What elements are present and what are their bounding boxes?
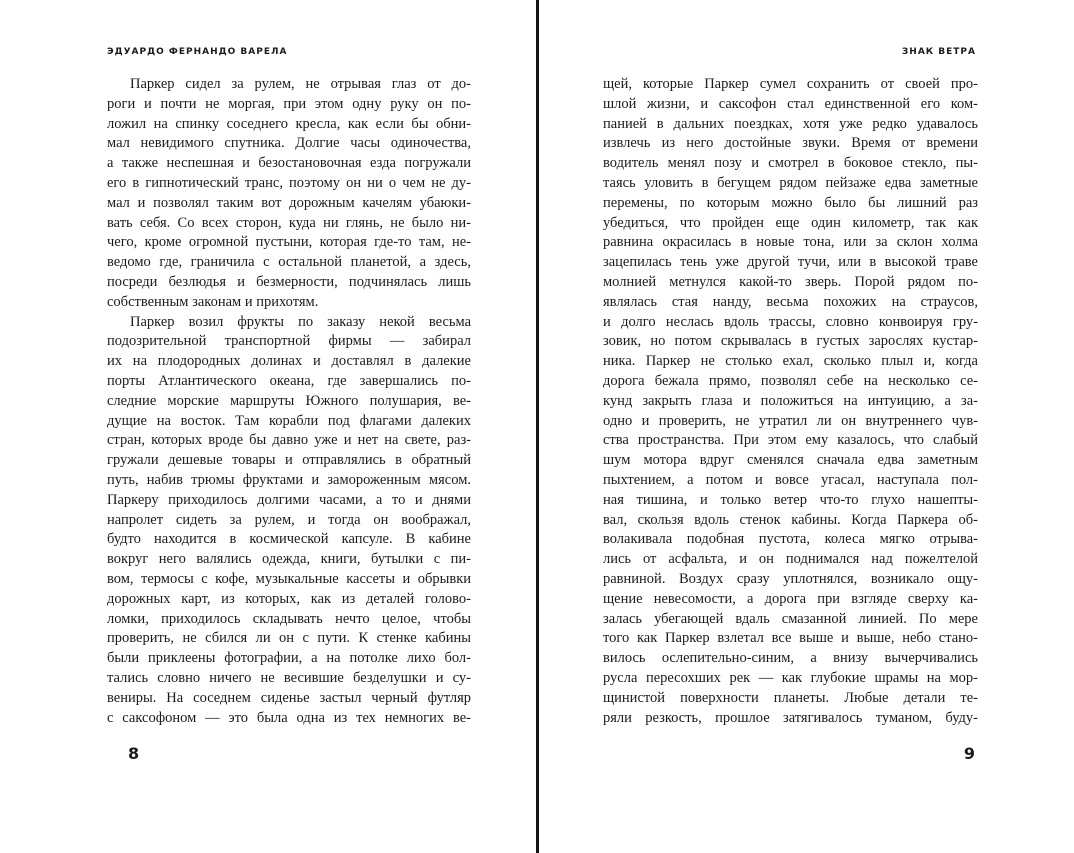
text-line: напролет сидеть за рулем, и тогда он воображал,	[107, 511, 471, 528]
text-line: убедиться, что пройден еще один километр, так как	[603, 214, 978, 231]
text-line: Паркеру приходилось долгими часами, а то и днями	[107, 491, 471, 508]
text-line: равниной. Воздух сразу уплотнялся, возникало ощу-	[603, 570, 978, 587]
text-line: являлась стая нанду, весьма похожих на страусов,	[603, 293, 978, 310]
text-line: порты Атлантического океана, где завершались по-	[107, 372, 471, 389]
text-line: проверить, не сбился ли он с пути. К стенке кабины	[107, 630, 471, 647]
running-head-title: ЗНАК ВЕТРА	[901, 47, 976, 57]
body-text	[603, 75, 978, 728]
right-page	[539, 0, 1074, 853]
text-line: волакивала подобная пустота, колеса мягко отрыва-	[603, 531, 978, 548]
text-line: равнина окрасилась в новые тона, или за склон холма	[603, 234, 978, 251]
text-line: роги и почти не моргая, при этом одну руку он по-	[107, 95, 471, 112]
text-line: щей, которые Паркер сумел сохранить от своей про-	[603, 76, 978, 92]
page-number: 8	[128, 744, 140, 763]
text-line: тались словно ничего не весившие безделушки и су-	[107, 669, 471, 686]
paragraph	[107, 75, 471, 313]
text-line: Паркер сидел за рулем, не отрывая глаз от до-	[130, 76, 471, 92]
text-line: таясь уловить в бегущем рядом пейзаже едва заметные	[603, 174, 978, 191]
text-line: шлой жизни, и саксофон стал единственной его ком-	[603, 95, 978, 112]
text-line: ложил на спинку соседнего кресла, как если бы обни-	[107, 115, 471, 132]
text-line: шум мотора вдруг сменялся сначала едва заметным	[603, 452, 978, 469]
text-line: вениры. На соседнем сиденье застыл черный футляр	[107, 689, 471, 706]
text-line: водитель менял позу и смотрел в боковое стекло, пы-	[603, 155, 978, 172]
text-line: пыхтением, а потом и вовсе угасал, наступала пол-	[603, 471, 978, 488]
text-line: ведомо где, граничила с остальной планетой, а здесь,	[107, 254, 471, 271]
text-line: следние морские маршруты Южного полушария, ве-	[107, 392, 471, 409]
text-line: зацепилась тень уже другой тучи, или в высокой траве	[603, 254, 978, 271]
text-line: посреди безлюдья и безмерности, подчинялась лишь	[107, 273, 471, 290]
text-line: дущие на восток. Там корабли под флагами далеких	[107, 412, 471, 429]
left-page	[0, 0, 536, 853]
text-line: вать себя. Со всех сторон, куда ни глянь, не было ни-	[107, 214, 471, 231]
text-line: кунд закрыть глаза и положиться на интуицию, а за-	[603, 392, 978, 409]
text-line: дорога бежала прямо, позволял себе на несколько се-	[603, 372, 978, 389]
text-line: ная тишина, и только ветер что-то глухо нашепты-	[603, 491, 978, 508]
text-line: а также неспешная и безостановочная езда погружали	[107, 155, 471, 172]
text-line: вом, термосы с кофе, музыкальные кассеты и обрывки	[107, 570, 471, 587]
text-line: с саксофоном — это была одна из тех немногих ве-	[107, 709, 471, 726]
text-line: собственным законам и прихотям.	[107, 293, 319, 310]
text-line: панией в дальних поездках, хотя уже редко удавалось	[603, 115, 978, 132]
text-line: залась убегающей вдаль смазанной линией. По мере	[603, 610, 978, 627]
text-line: ства пространства. При этом ему казалось, что слабый	[603, 432, 978, 449]
text-line: перемены, по которым можно было бы лишний раз	[603, 194, 978, 211]
text-line: вокруг него валялись одежда, книги, бутылки с пи-	[107, 551, 471, 568]
running-head-author: ЭДУАРДО ФЕРНАНДО ВАРЕЛА	[107, 47, 288, 57]
text-line: ломки, приходилось складывать нечто целое, чтобы	[107, 610, 471, 627]
text-line: вал, скользя вдоль стенок кабины. Когда Паркера об-	[603, 511, 978, 528]
text-line: русла пересохших рек — как глубокие шрамы на мор-	[603, 669, 978, 686]
text-line: лись от асфальта, и он поднимался над пожелтелой	[603, 551, 978, 568]
text-line: того как Паркер взлетал все выше и выше, небо стано-	[603, 630, 978, 647]
text-line: путь, набив трюмы фруктами и замороженным мясом.	[107, 471, 471, 488]
text-line: будто находится в космической капсуле. В кабине	[107, 531, 471, 548]
paragraph	[107, 313, 471, 729]
text-line: их на плодородных долинах и доставлял в далекие	[107, 353, 471, 370]
text-line: щинистой поверхности планеты. Любые детали те-	[603, 689, 978, 706]
text-line: подозрительной транспортной фирмы — забирал	[107, 333, 471, 350]
text-line: одно и проверить, не утратил ли он внутреннего чув-	[603, 412, 978, 429]
text-line: щение невесомости, а дорога при взгляде сверху ка-	[603, 590, 978, 607]
text-line: ряли резкость, прошлое затягивалось туманом, буду-	[603, 709, 978, 726]
text-line: Паркер возил фрукты по заказу некой весьма	[130, 313, 471, 330]
text-line: были приклеены фотографии, а на потолке лихо бол-	[107, 650, 471, 667]
text-line: стран, которых вроде бы давно уже и нет на свете, раз-	[107, 432, 471, 449]
text-line: и долго неслась вдоль трассы, словно конвоируя гру-	[603, 313, 978, 330]
text-line: зовик, но потом скрывалась в густых зарослях кустар-	[603, 333, 978, 350]
text-line: мал невидимого спутника. Долгие часы одиночества,	[107, 135, 471, 152]
text-line: его в гипнотический транс, поэтому он ни о чем не ду-	[107, 174, 471, 191]
text-line: мал и позволял таким вот дорожным качелям убаюки-	[107, 194, 471, 211]
text-line: вилось ослепительно-синим, а внизу вычерчивались	[603, 650, 978, 667]
page-number: 9	[963, 744, 975, 763]
text-line: ника. Паркер не столько ехал, сколько плыл и, когда	[603, 353, 978, 370]
body-text	[107, 75, 471, 728]
text-line: чего, кроме огромной пустыни, которая где-то там, не-	[107, 234, 471, 251]
text-line: извлечь из него достойные звуки. Время от времени	[603, 135, 978, 152]
text-line: гружали дешевые товары и отправлялись в обратный	[107, 452, 471, 469]
text-line: молнией метнулся какой-то зверь. Порой рядом по-	[603, 273, 978, 290]
text-line: дорожных карт, из которых, как из деталей голово-	[107, 590, 471, 607]
paragraph	[603, 75, 978, 728]
